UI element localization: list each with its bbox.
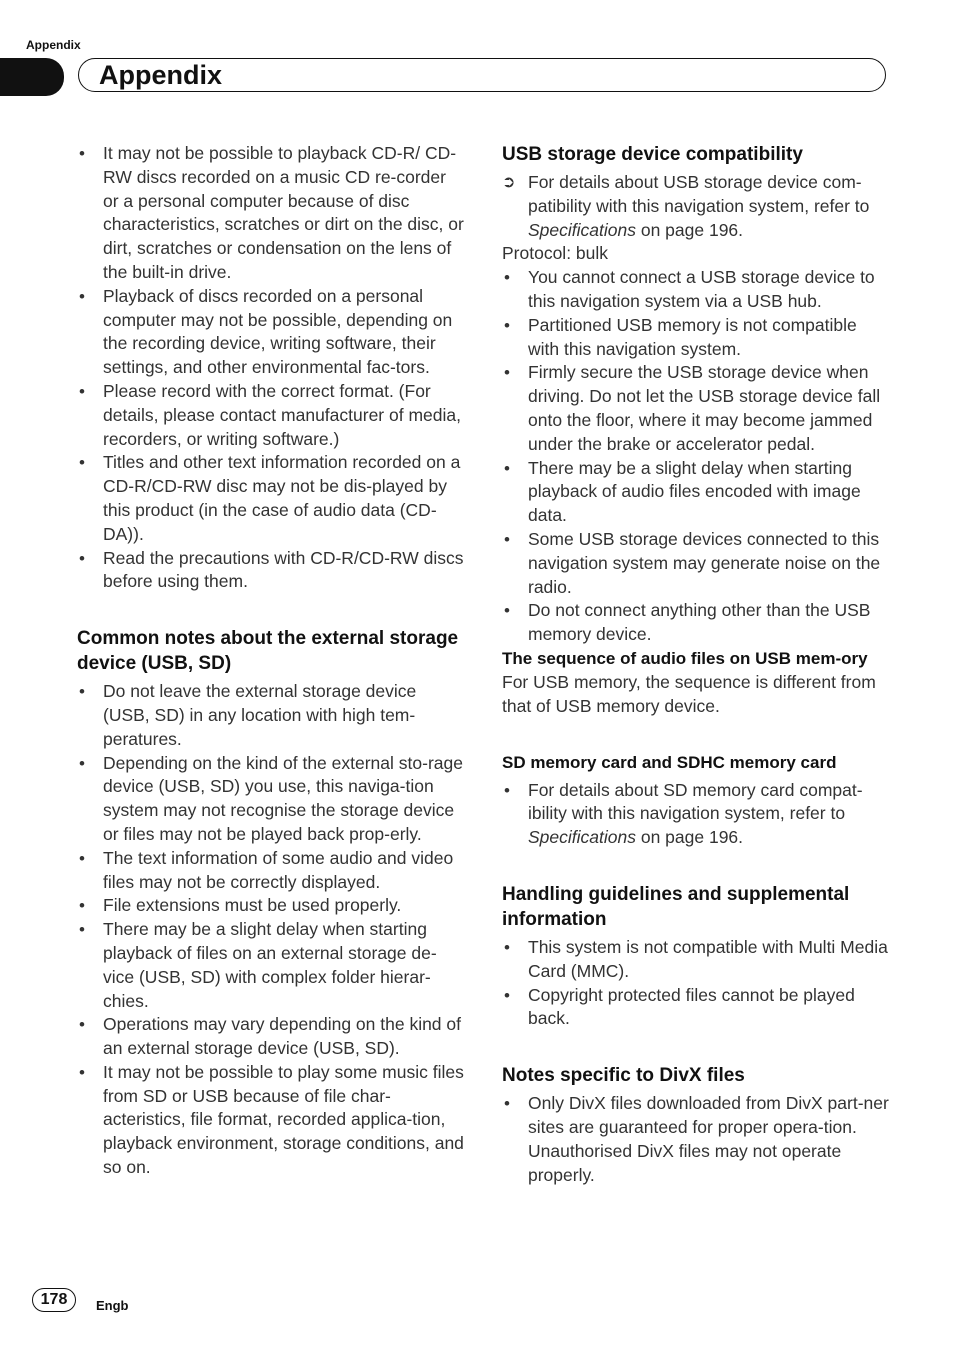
usb-compat-reference [502,171,890,242]
bullet-icon: • [504,780,510,800]
section-tab [0,58,64,96]
sd-card-heading: SD memory card and SDHC memory card [502,752,837,772]
right-column [502,142,890,1187]
list-item: • Please record with the correct format. (For details, please contact manufacturer of media, recorders, or writing software.) [79,380,461,449]
common-notes-list [77,680,465,1180]
bullet-icon: • [504,363,510,383]
list-item: • For details about SD memory card compat-ibility with this navigation system, refer to Specifications on page 196. [504,779,863,848]
bullet-icon: • [504,601,510,621]
arrow-right-icon: ➲ [502,174,516,191]
sequence-text: For USB memory, the sequence is different from that of USB memory device. [502,671,876,716]
list-item: • There may be a slight delay when starting playback of files on an external storage de-vice (USB, SD) with complex folder hierar-chies. [79,919,437,1011]
list-item: • This system is not compatible with Multi Media Card (MMC). [504,936,888,981]
title-bar [78,58,886,92]
bullet-icon: • [79,453,85,473]
bullet-icon: • [504,1094,510,1114]
list-item: • It may not be possible to play some music files from SD or USB because of file char-acteristics, file format, recorded applica-tion, playback environment, storage conditions, and so on. [79,1061,464,1178]
list-item: • It may not be possible to playback CD-R/ CD-RW discs recorded on a music CD re-corder or a personal computer because of disc characteristics, scratches or dirt on the disc, or dirt, scratches or condensation on the lens of the built-in drive. [79,143,464,282]
list-item: • Do not connect anything other than the USB memory device. [504,600,871,645]
cd-notes-list [77,142,465,594]
list-item: • Do not leave the external storage device (USB, SD) in any location with high tem-peratures. [79,681,417,749]
bullet-icon: • [79,896,85,916]
common-notes-heading: Common notes about the external storage device (USB, SD) [77,628,459,675]
bullet-icon: • [504,529,510,549]
bullet-icon: • [79,548,85,568]
usb-compat-list [502,266,890,647]
left-column [77,142,465,1180]
list-item: • Only DivX files downloaded from DivX part-ner sites are guaranteed for proper opera-tion. Unauthorised DivX files may not operate properly. [504,1093,889,1185]
bullet-icon: • [504,985,510,1005]
list-item: • Operations may vary depending on the kind of an external storage device (USB, SD). [79,1014,461,1059]
bullet-icon: • [79,381,85,401]
handling-list [502,936,890,1031]
handling-heading: Handling guidelines and supplemental information [502,883,850,930]
list-item: • Some USB storage devices connected to this navigation system may generate noise on the radio. [504,528,881,597]
bullet-icon: • [504,268,510,288]
sequence-heading: The sequence of audio files on USB mem-ory [502,648,868,668]
divx-list [502,1092,890,1187]
list-item: • You cannot connect a USB storage device to this navigation system via a USB hub. [504,267,875,311]
divx-heading: Notes specific to DivX files [502,1065,745,1087]
running-head: Appendix [26,38,81,52]
list-item: • There may be a slight delay when starting playback of audio files encoded with image data. [504,457,861,526]
page-number: 178 [32,1288,76,1312]
bullet-icon: • [79,920,85,940]
bullet-icon: • [79,753,85,773]
sd-card-list [502,779,890,850]
bullet-icon: • [79,1015,85,1035]
usb-compat-heading: USB storage device compatibility [502,144,803,165]
list-item: • The text information of some audio and video files may not be correctly displayed. [79,847,454,892]
list-item: • Playback of discs recorded on a personal computer may not be possible, depending on the recording device, writing software, their settings, and other environmental fac-tors. [79,285,453,378]
reference-item: ➲ For details about USB storage device com-patibility with this navigation system, refer to Specifications on page 196. [502,172,870,240]
bullet-icon: • [79,1062,85,1082]
bullet-icon: • [79,848,85,868]
bullet-icon: • [504,458,510,478]
bullet-icon: • [79,286,85,306]
page-title: Appendix [99,60,223,90]
list-item: • Firmly secure the USB storage device when driving. Do not let the USB storage device fall onto the floor, where it may become jammed under the brake or accelerator pedal. [504,362,881,454]
protocol-text: Protocol: bulk [502,243,609,264]
bullet-icon: • [79,144,85,163]
list-item: • Read the precautions with CD-R/CD-RW discs before using them. [79,547,464,592]
list-item: • Copyright protected files cannot be played back. [504,984,855,1029]
bullet-icon: • [504,937,510,957]
language-code: Engb [96,1298,129,1313]
list-item: • Partitioned USB memory is not compatible with this navigation system. [504,314,857,359]
bullet-icon: • [79,682,85,702]
bullet-icon: • [504,315,510,335]
list-item: • Titles and other text information recorded on a CD-R/CD-RW disc may not be dis-played by this product (in the case of audio data (CD-DA)). [79,452,461,544]
list-item: • File extensions must be used properly. [77,894,465,918]
list-item: • Depending on the kind of the external sto-rage device (USB, SD) you use, this naviga-tion system may not recognise the storage device or files may not be played back prop-erly. [79,752,463,844]
